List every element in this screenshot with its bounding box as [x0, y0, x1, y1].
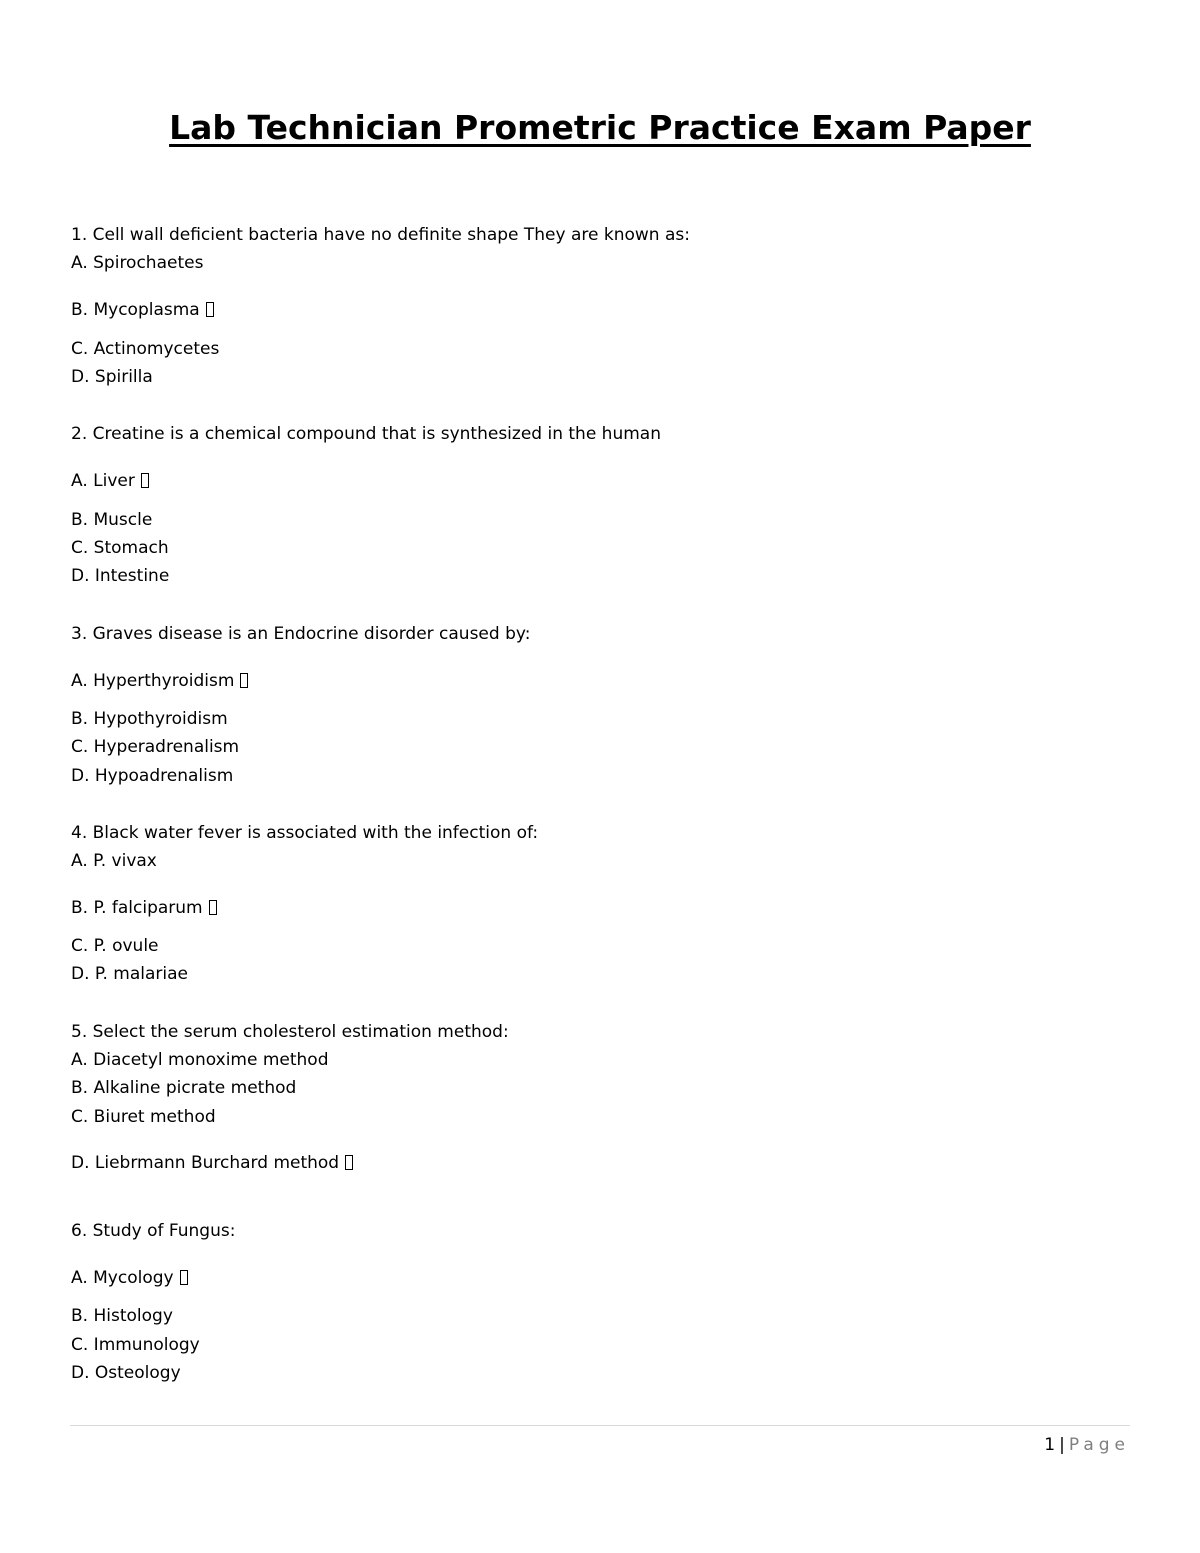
question-5-option-c: C. Biuret method: [71, 1107, 216, 1127]
answer-mark-icon: [209, 900, 217, 915]
question-4-option-a: A. P. vivax: [71, 851, 157, 871]
page-separator: |: [1059, 1435, 1065, 1455]
question-5-option-a: A. Diacetyl monoxime method: [71, 1050, 329, 1070]
question-6-option-d: D. Osteology: [71, 1363, 181, 1383]
question-1-text: 1. Cell wall deficient bacteria have no definite shape They are known as:: [71, 225, 690, 245]
question-3-option-b: B. Hypothyroidism: [71, 709, 228, 729]
answer-mark-icon: [206, 302, 214, 317]
page-footer: [1044, 1433, 1130, 1457]
answer-mark-icon: [180, 1270, 188, 1285]
question-2-option-d: D. Intestine: [71, 566, 170, 586]
question-1-option-b: B. Mycoplasma: [71, 298, 214, 322]
answer-mark-icon: [240, 673, 248, 688]
question-3-option-d: D. Hypoadrenalism: [71, 766, 234, 786]
question-2-option-c: C. Stomach: [71, 538, 169, 558]
question-5-text: 5. Select the serum cholesterol estimation method:: [71, 1022, 509, 1042]
footer-divider: [70, 1425, 1130, 1426]
question-5-option-b: B. Alkaline picrate method: [71, 1078, 297, 1098]
question-2-text: 2. Creatine is a chemical compound that is synthesized in the human: [71, 424, 661, 444]
question-1-option-d: D. Spirilla: [71, 367, 153, 387]
question-4-option-b: B. P. falciparum: [71, 896, 217, 920]
answer-mark-icon: [141, 473, 149, 488]
question-4-text: 4. Black water fever is associated with the infection of:: [71, 823, 539, 843]
question-2-option-a: A. Liver: [71, 469, 149, 493]
question-6-option-b: B. Histology: [71, 1306, 173, 1326]
page-number: 1: [1044, 1435, 1056, 1455]
question-1-option-a: A. Spirochaetes: [71, 253, 204, 273]
question-6-text: 6. Study of Fungus:: [71, 1221, 236, 1241]
question-4-option-d: D. P. malariae: [71, 964, 189, 984]
question-6-option-a: A. Mycology: [71, 1266, 188, 1290]
question-1-option-c: C. Actinomycetes: [71, 339, 220, 359]
page-title: Lab Technician Prometric Practice Exam Paper: [169, 108, 1031, 147]
question-2-option-b: B. Muscle: [71, 510, 153, 530]
question-3-text: 3. Graves disease is an Endocrine disorder caused by:: [71, 624, 531, 644]
question-4-option-c: C. P. ovule: [71, 936, 159, 956]
question-3-option-c: C. Hyperadrenalism: [71, 737, 240, 757]
question-6-option-c: C. Immunology: [71, 1335, 200, 1355]
question-3-option-a: A. Hyperthyroidism: [71, 669, 248, 693]
answer-mark-icon: [345, 1155, 353, 1170]
page-word: Page: [1068, 1435, 1130, 1455]
question-5-option-d: D. Liebrmann Burchard method: [71, 1151, 353, 1175]
